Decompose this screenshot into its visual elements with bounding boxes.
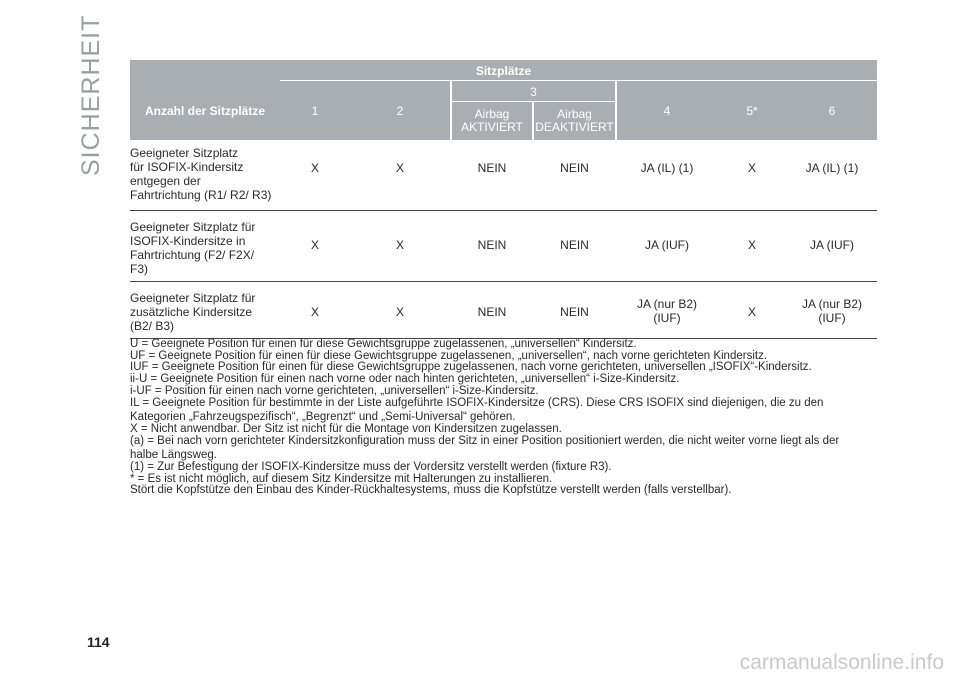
row-label: Geeigneter Sitzplatz für ISOFIX-Kindersitz entgegen der Fahrtrichtung (R1/ R2/ R3) <box>130 146 272 202</box>
column-header-1: 1 <box>311 104 319 118</box>
table-cell: X <box>747 305 756 319</box>
note-line: i-UF = Position für einen nach vorne gerichteten, „universellen“ i-Size-Kindersitz. <box>130 384 539 397</box>
table-row <box>130 211 877 282</box>
column-header-2: 2 <box>396 104 404 118</box>
table-cell: X <box>310 238 319 252</box>
row-label: Geeigneter Sitzplatz für zusätzliche Kindersitze (B2/ B3) <box>130 291 256 333</box>
table-cell: X <box>395 305 404 319</box>
column-header-5: 5* <box>746 104 758 118</box>
child-seat-table <box>130 60 877 339</box>
legend-notes <box>130 339 880 497</box>
table-cell: JA (IUF) <box>645 238 689 252</box>
table-cell: X <box>747 238 756 252</box>
seat-count-header: Anzahl der Sitzplätze <box>144 104 266 118</box>
seats-group-header: Sitzplätze <box>475 64 532 78</box>
table-cell: JA (IUF) <box>810 238 854 252</box>
note-line: Stört die Kopfstütze den Einbau des Kinder-Rückhaltesystems, muss die Kopfstütze verstellt werden (falls verstellbar). <box>130 484 732 497</box>
column-header-6: 6 <box>828 104 836 118</box>
note-line: U = Geeignete Position für einen für diese Gewichtsgruppe zugelassenen, „universellen“ Kindersitz. <box>130 338 637 350</box>
table-cell: X <box>310 161 319 175</box>
table-cell: JA (IL) (1) <box>640 161 694 175</box>
table-cell: JA (nur B2) (IUF) <box>801 297 863 325</box>
table-cell: X <box>747 161 756 175</box>
row-label: Geeigneter Sitzplatz für ISOFIX-Kindersitze in Fahrtrichtung (F2/ F2X/ F3) <box>130 220 256 276</box>
table-cell: X <box>395 161 404 175</box>
airbag-deactivated-header: Airbag DEAKTIVIERT <box>535 107 614 134</box>
column-header-4: 4 <box>663 104 671 118</box>
note-line: halbe Längsweg. <box>130 449 217 462</box>
table-cell: NEIN <box>560 161 589 175</box>
page-number: 114 <box>87 634 110 650</box>
note-line: (1) = Zur Befestigung der ISOFIX-Kindersitze muss der Vordersitz verstellt werden (fixture R3). <box>130 461 612 474</box>
table-cell: NEIN <box>477 161 507 175</box>
table-row <box>130 140 877 211</box>
note-line: UF = Geeignete Position für einen für diese Gewichtsgruppe zugelassenen, „universellen“, nach vorne gerichteten Kindersitz. <box>130 349 768 362</box>
table-cell: X <box>395 238 404 252</box>
table-header <box>130 60 877 140</box>
table-cell: NEIN <box>477 305 507 319</box>
table-cell: NEIN <box>560 238 589 252</box>
section-side-title: SICHERHEIT <box>77 14 105 176</box>
table-cell: NEIN <box>477 238 507 252</box>
note-line: IL = Geeignete Position für bestimmte in der Liste aufgeführte ISOFIX-Kindersitze (CRS). Diese CRS ISOFIX sind diejenigen, die zu den <box>130 396 824 409</box>
note-line: X = Nicht anwendbar. Der Sitz ist nicht für die Montage von Kindersitzen zugelassen. <box>130 422 562 435</box>
table-cell: JA (nur B2) (IUF) <box>636 297 698 325</box>
table-row <box>130 282 877 339</box>
airbag-active-header: Airbag AKTIVIERT <box>461 107 523 134</box>
note-line: Kategorien „Fahrzeugspezifisch“, „Begrenzt“ und „Semi-Universal“ gehören. <box>130 411 516 424</box>
site-watermark: carmanualsonline.info <box>739 651 944 674</box>
column-header-3: 3 <box>530 85 537 99</box>
note-line: (a) = Bei nach vorn gerichteter Kindersitzkonfiguration muss der Sitz in einer Position positioniert werden, die nicht weiter vorne liegt als der <box>130 434 840 447</box>
table-cell: JA (IL) (1) <box>805 161 859 175</box>
note-line: * = Es ist nicht möglich, auf diesem Sitz Kindersitze mit Halterungen zu installieren. <box>130 472 553 485</box>
note-line: IUF = Geeignete Position für einen für diese Gewichtsgruppe zugelassenen, nach vorne gerichteten, universellen „ISOFIX“-Kindersitz. <box>130 361 812 374</box>
note-line: ii-U = Geeignete Position für einen nach vorne oder nach hinten gerichteten, „universellen“ i-Size-Kindersitz. <box>130 373 680 386</box>
table-cell: X <box>310 305 319 319</box>
table-cell: NEIN <box>560 305 589 319</box>
